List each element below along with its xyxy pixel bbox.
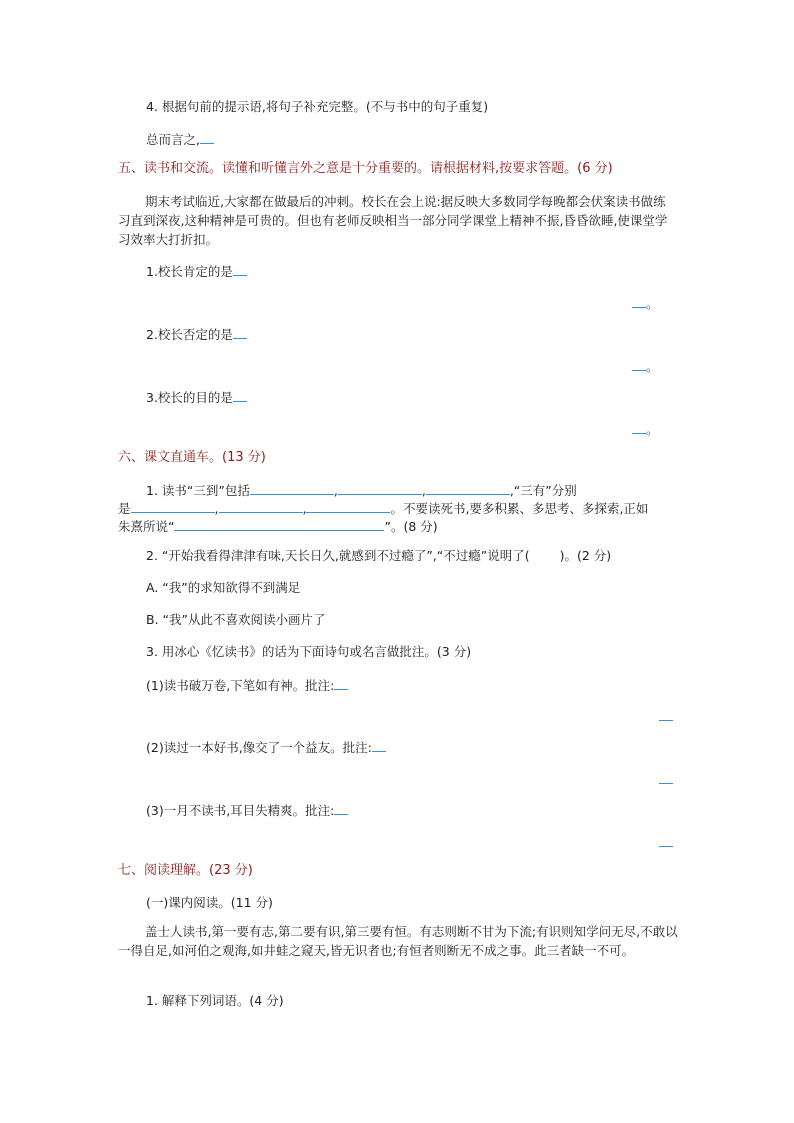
answer-blank[interactable]: [632, 357, 646, 371]
s6-q2-option-b: B. “我”从此不喜欢阅读小画片了: [146, 612, 326, 627]
s5-question-2: [146, 325, 247, 343]
section-7-passage: 盖士人读书,第一要有志,第二要有识,第三要有恒。有志则断不甘为下流;有识则知学问无尽,不敢以一得自足,如河伯之观海,如井蛙之窥天,皆无识者也;有恒者则断无不成之事。此三者缺一不可。: [118, 924, 678, 958]
s6-q1-sanyou: ,“三有”分别: [509, 483, 577, 498]
period: 。: [646, 296, 659, 311]
s6-q3-item-3: [146, 801, 348, 819]
s5-question-3: [146, 388, 247, 406]
s6-question-3: 3. 用冰心《忆读书》的话为下面诗句或名言做批注。(3 分): [146, 644, 472, 659]
section-6-title-text: 六、课文直通车。: [118, 450, 223, 465]
s6-q3-item-1: [146, 676, 348, 694]
s5-question-3-label: 3.校长的目的是: [146, 390, 233, 405]
s6-q3-answer-1-end: [659, 707, 673, 725]
answer-blank[interactable]: [632, 420, 646, 434]
question-4-answer-line: [146, 130, 214, 148]
s6-q3-item-2-label: (2)读过一本好书,像交了一个益友。批注:: [146, 740, 372, 755]
section-7-title: [118, 863, 253, 879]
answer-blank[interactable]: [233, 388, 247, 402]
s5-question-1: [146, 262, 247, 280]
s6-q1-after: 。不要读死书,要多积累、多思考、多探索,正如: [390, 501, 649, 516]
s6-question-2: [146, 548, 611, 564]
section-6-points: (13 分): [222, 450, 266, 465]
s6-question-1-line-2: [118, 499, 648, 517]
answer-blank[interactable]: [233, 262, 247, 276]
s5-answer-2-end: [632, 357, 659, 375]
period: 。: [646, 359, 659, 374]
s7-question-1: 1. 解释下列词语。(4 分): [146, 993, 284, 1008]
s6-q2-option-a: A. “我”的求知欲得不到满足: [146, 580, 301, 595]
answer-blank[interactable]: [200, 130, 214, 144]
section-7-points: (23 分): [209, 863, 253, 878]
s5-question-2-label: 2.校长否定的是: [146, 327, 233, 342]
s6-question-1-line-3: [118, 517, 438, 535]
section-5-title: [118, 161, 613, 177]
section-5-passage: 期末考试临近,大家都在做最后的冲刺。校长在会上说:据反映大多数同学每晚都会伏案读书做练习直到深夜,这种精神是可贵的。但也有老师反映相当一部分同学课堂上精神不振,昏昏欲睡,使课堂学习效率大打折扣。: [118, 194, 668, 247]
section-7-title-text: 七、阅读理解。: [118, 863, 210, 878]
section-5-points: (6 分): [577, 161, 613, 176]
answer-blank[interactable]: [659, 707, 673, 721]
s6-q1-quote-start: 朱熹所说“: [118, 519, 175, 534]
comma: ,: [333, 483, 338, 498]
s6-q1-end: ”。(8 分): [384, 519, 438, 534]
comma: ,: [302, 501, 307, 516]
s5-question-1-label: 1.校长肯定的是: [146, 264, 233, 279]
section-7-subtitle: (一)课内阅读。(11 分): [146, 895, 273, 910]
s6-q3-item-3-label: (3)一月不读书,耳目失精爽。批注:: [146, 803, 335, 818]
s6-q3-item-1-label: (1)读书破万卷,下笔如有神。批注:: [146, 678, 335, 693]
answer-blank[interactable]: [233, 325, 247, 339]
section-6-title: [118, 450, 266, 466]
answer-blank[interactable]: [659, 833, 673, 847]
s6-q2-text: 2. “开始我看得津津有味,天长日久,就感到不过瘾了”,“不过瘾”说明了(: [146, 548, 530, 563]
answer-blank[interactable]: [219, 499, 303, 513]
answer-blank[interactable]: [632, 294, 646, 308]
s6-question-1-line-1: [146, 481, 577, 499]
s6-q3-item-2: [146, 738, 386, 756]
s6-q3-answer-3-end: [659, 833, 673, 851]
question-4: 4. 根据句前的提示语,将句子补充完整。(不与书中的句子重复): [146, 99, 489, 114]
s6-q1-shi: 是: [118, 501, 131, 516]
s6-q1-start: 1. 读书“三到”包括: [146, 483, 250, 498]
answer-blank[interactable]: [174, 517, 384, 531]
s6-q2-close: )。(2 分): [559, 548, 612, 563]
s6-q3-answer-2-end: [659, 770, 673, 788]
answer-blank[interactable]: [659, 770, 673, 784]
section-5-title-text: 五、读书和交流。读懂和听懂言外之意是十分重要的。请根据材料,按要求答题。: [118, 161, 578, 176]
answer-blank[interactable]: [306, 499, 390, 513]
answer-blank[interactable]: [334, 676, 348, 690]
answer-blank[interactable]: [334, 801, 348, 815]
answer-blank[interactable]: [250, 481, 334, 495]
comma: ,: [421, 483, 426, 498]
question-4-prompt: 总而言之,: [146, 132, 200, 147]
period: 。: [646, 422, 659, 437]
s5-answer-1-end: [632, 294, 659, 312]
answer-blank[interactable]: [426, 481, 510, 495]
answer-blank[interactable]: [338, 481, 422, 495]
comma: ,: [214, 501, 219, 516]
answer-blank[interactable]: [131, 499, 215, 513]
answer-blank[interactable]: [372, 738, 386, 752]
s5-answer-3-end: [632, 420, 659, 438]
